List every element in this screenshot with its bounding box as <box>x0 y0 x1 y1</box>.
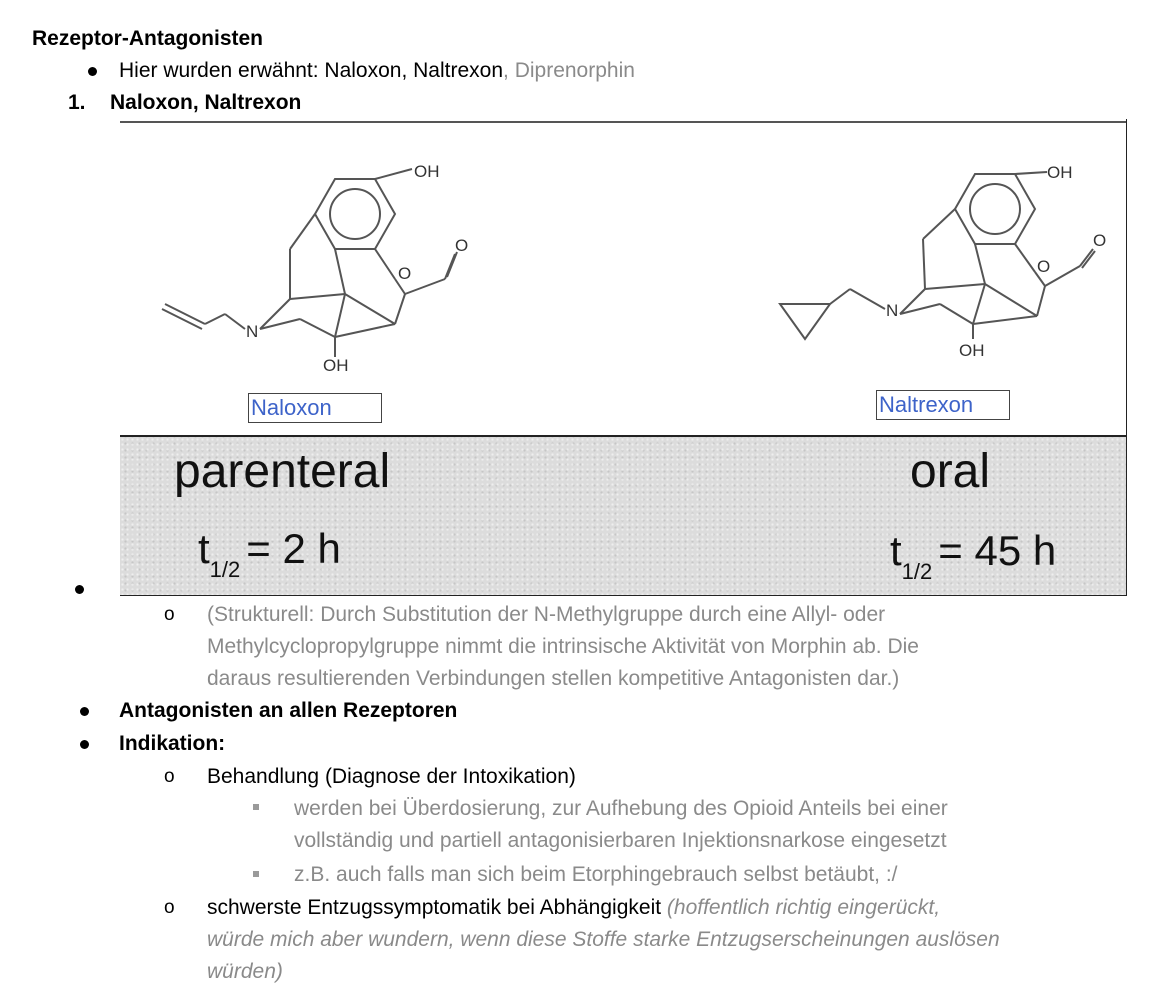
naloxone-halflife-value: = 2 h <box>246 525 341 572</box>
naloxone-n: N <box>246 322 259 341</box>
naltrexone-halflife-sub: 1/2 <box>901 559 933 584</box>
naloxone-halflife-sub: 1/2 <box>209 557 241 582</box>
pharmacokinetics-panel <box>120 437 1126 595</box>
intro-bullet-prefix: Hier wurden erwähnt: Naloxon, Naltrexon <box>119 59 504 82</box>
naltrexone-n: N <box>886 301 899 320</box>
circle-bullet: o <box>164 604 175 625</box>
naltrexone-oh-bottom: OH <box>959 341 985 360</box>
withdrawal-item <box>207 892 940 924</box>
figure-top-rule <box>120 121 1126 123</box>
naltrexone-halflife <box>890 527 1056 596</box>
naltrexone-halflife-t: t <box>890 527 902 574</box>
naltrexone-o-ring: O <box>1037 257 1051 276</box>
treatment-item: Behandlung (Diagnose der Intoxikation) <box>207 765 576 788</box>
circle-bullet: o <box>164 766 175 787</box>
naloxone-oh-bottom: OH <box>323 356 349 375</box>
treatment-sub2: z.B. auch falls man sich beim Etorphingebrauch selbst betäubt, :/ <box>294 863 898 886</box>
structure-figure <box>120 119 1127 596</box>
treatment-sub1-line2: vollständig und partiell antagonisierbaren Injektionsnarkose eingesetzt <box>294 829 947 852</box>
structural-note-line2: Methylcyclopropylgruppe nimmt die intrinsische Aktivität von Morphin ab. Die <box>207 635 919 658</box>
square-bullet <box>253 871 259 877</box>
indication-bullet: Indikation: <box>119 732 226 755</box>
antagonists-bullet: Antagonisten an allen Rezeptoren <box>119 699 458 722</box>
naltrexone-name-box: Naltrexon <box>876 390 1010 420</box>
naloxone-o-ring: O <box>398 264 412 283</box>
naloxone-name-box: Naloxon <box>248 393 382 423</box>
naloxone-o-keto: O <box>455 236 469 255</box>
bullet-dot <box>80 740 89 749</box>
square-bullet <box>253 804 259 810</box>
structural-note-line1: (Strukturell: Durch Substitution der N-Methylgruppe durch eine Allyl- oder <box>207 603 886 626</box>
naloxone-halflife <box>198 525 341 594</box>
naloxone-oh-top: OH <box>414 162 440 181</box>
naltrexone-halflife-value: = 45 h <box>938 527 1057 574</box>
withdrawal-note-line2: würde mich aber wundern, wenn diese Stoffe starke Entzugserscheinungen auslösen <box>207 928 1000 951</box>
structural-note-line3: daraus resultierenden Verbindungen stellen kompetitive Antagonisten dar.) <box>207 667 900 690</box>
list-number: 1. <box>68 91 86 114</box>
withdrawal-note-line1: (hoffentlich richtig eingerückt, <box>666 896 941 919</box>
bullet-dot <box>75 585 84 594</box>
withdrawal-main: schwerste Entzugssymptomatik bei Abhängigkeit <box>207 896 667 919</box>
naloxone-route: parenteral <box>174 445 391 498</box>
naltrexone-o-keto: O <box>1093 231 1107 250</box>
naloxone-halflife-t: t <box>198 525 210 572</box>
withdrawal-note-line3: würden) <box>207 960 283 983</box>
section-heading: Rezeptor-Antagonisten <box>32 27 263 50</box>
naloxone-structure <box>150 159 490 389</box>
naltrexone-structure <box>775 154 1115 384</box>
bullet-dot <box>88 67 97 76</box>
numbered-title: Naloxon, Naltrexon <box>110 91 302 114</box>
intro-bullet-text <box>119 55 635 87</box>
intro-bullet-suffix: , Diprenorphin <box>503 59 635 82</box>
treatment-sub1-line1: werden bei Überdosierung, zur Aufhebung des Opioid Anteils bei einer <box>294 797 948 820</box>
naltrexone-route: oral <box>910 445 991 498</box>
circle-bullet: o <box>164 897 175 918</box>
naltrexone-oh-top: OH <box>1047 163 1073 182</box>
bullet-dot <box>80 707 89 716</box>
